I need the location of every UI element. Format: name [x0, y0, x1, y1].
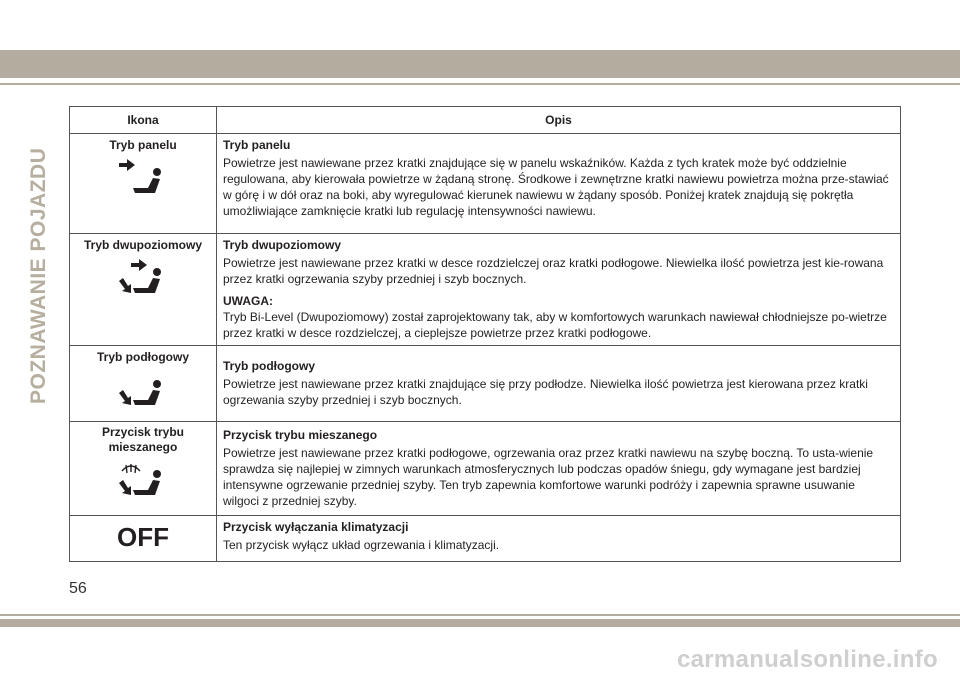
- description-body: Powietrze jest nawiewane przez kratki w desce rozdzielczej oraz kratki podłogowe. Niewielka ilość powietrza jest kie-rowana przez kratki ogrzewania szyby przedniej i szyb bocznych.: [223, 256, 884, 286]
- floor-mode-icon: [113, 369, 173, 415]
- top-rule: [0, 83, 960, 85]
- description-title: Tryb podłogowy: [223, 359, 315, 373]
- note-body: Tryb Bi-Level (Dwupoziomowy) został zaprojektowany tak, aby w komfortowych warunkach nawiewał chłodniejsze po-wietrze przez kratki w desce rozdzielczej, a cieplejsze powietrze przez kratki podłogowe.: [223, 310, 887, 340]
- watermark: carmanualsonline.info: [676, 646, 938, 673]
- icon-cell: [70, 134, 217, 234]
- mode-label: Tryb podłogowy: [97, 350, 189, 364]
- description-title: Przycisk wyłączania klimatyzacji: [223, 520, 409, 534]
- description-cell: [217, 346, 901, 422]
- mode-label: Przycisk trybu mieszanego: [101, 425, 185, 454]
- off-label: OFF: [117, 522, 169, 552]
- description-title: Tryb dwupoziomowy: [223, 238, 342, 252]
- bottom-band: [0, 619, 960, 627]
- description-cell: [217, 234, 901, 346]
- description-cell: [217, 422, 901, 516]
- description-title: Tryb panelu: [223, 138, 291, 152]
- mode-label: Tryb dwupoziomowy: [83, 238, 202, 252]
- panel-mode-icon: [113, 157, 173, 203]
- table-row: [70, 234, 901, 346]
- bi-level-mode-icon: [113, 257, 173, 303]
- table-row: [70, 134, 901, 234]
- icon-cell: [70, 516, 217, 562]
- climate-modes-table: [69, 106, 901, 562]
- mode-label: Tryb panelu: [109, 138, 177, 152]
- top-band: [0, 50, 960, 78]
- section-side-title: POZNAWANIE POJAZDU: [27, 147, 50, 404]
- column-header-icon: Ikona: [70, 107, 217, 134]
- table-row: [70, 346, 901, 422]
- icon-cell: [70, 234, 217, 346]
- mix-mode-icon: [113, 459, 173, 505]
- table-row: [70, 422, 901, 516]
- table-header-row: [70, 107, 901, 134]
- column-header-description: Opis: [217, 107, 901, 134]
- description-body: Powietrze jest nawiewane przez kratki znajdujące się przy podłodze. Niewielka ilość powietrza jest kierowana przez kratki ogrzewania szyby przedniej i szyb bocznych.: [223, 377, 868, 407]
- table-row: [70, 516, 901, 562]
- description-body: Ten przycisk wyłącz układ ogrzewania i klimatyzacji.: [223, 538, 500, 552]
- bottom-rule: [0, 614, 960, 616]
- note-title: UWAGA:: [223, 294, 273, 308]
- description-body: Powietrze jest nawiewane przez kratki podłogowe, ogrzewania oraz przez kratki nawiewu na szybę boczną. To usta-wienie sprawdza się najlepiej w zimnych warunkach atmosferycznych lub podczas opadów śniegu, gdy wymagane jest bardziej intensywne ogrzewanie przedniej szyby. Ten tryb zapewnia komfortowe warunki podróży i zapewnia sprawne usuwanie wilgoci z przedniej szyby.: [223, 446, 874, 508]
- icon-cell: [70, 346, 217, 422]
- description-body: Powietrze jest nawiewane przez kratki znajdujące się w panelu wskaźników. Każda z tych kratek może być oddzielnie regulowana, aby kierowała powietrze w żądaną stronę. Środkowe i zewnętrzne kratki nawiewu powietrza można prze-stawiać w górę i w dół oraz na boki, aby wyregulować kierunek nawiewu w żądany sposób. Poniżej kratek znajdują się pokrętła umożliwiające zamknięcie kratki lub regulację intensywności nawiewu.: [223, 156, 889, 218]
- description-title: Przycisk trybu mieszanego: [223, 428, 378, 442]
- icon-cell: [70, 422, 217, 516]
- description-cell: [217, 516, 901, 562]
- description-cell: [217, 134, 901, 234]
- page-number: 56: [69, 580, 87, 597]
